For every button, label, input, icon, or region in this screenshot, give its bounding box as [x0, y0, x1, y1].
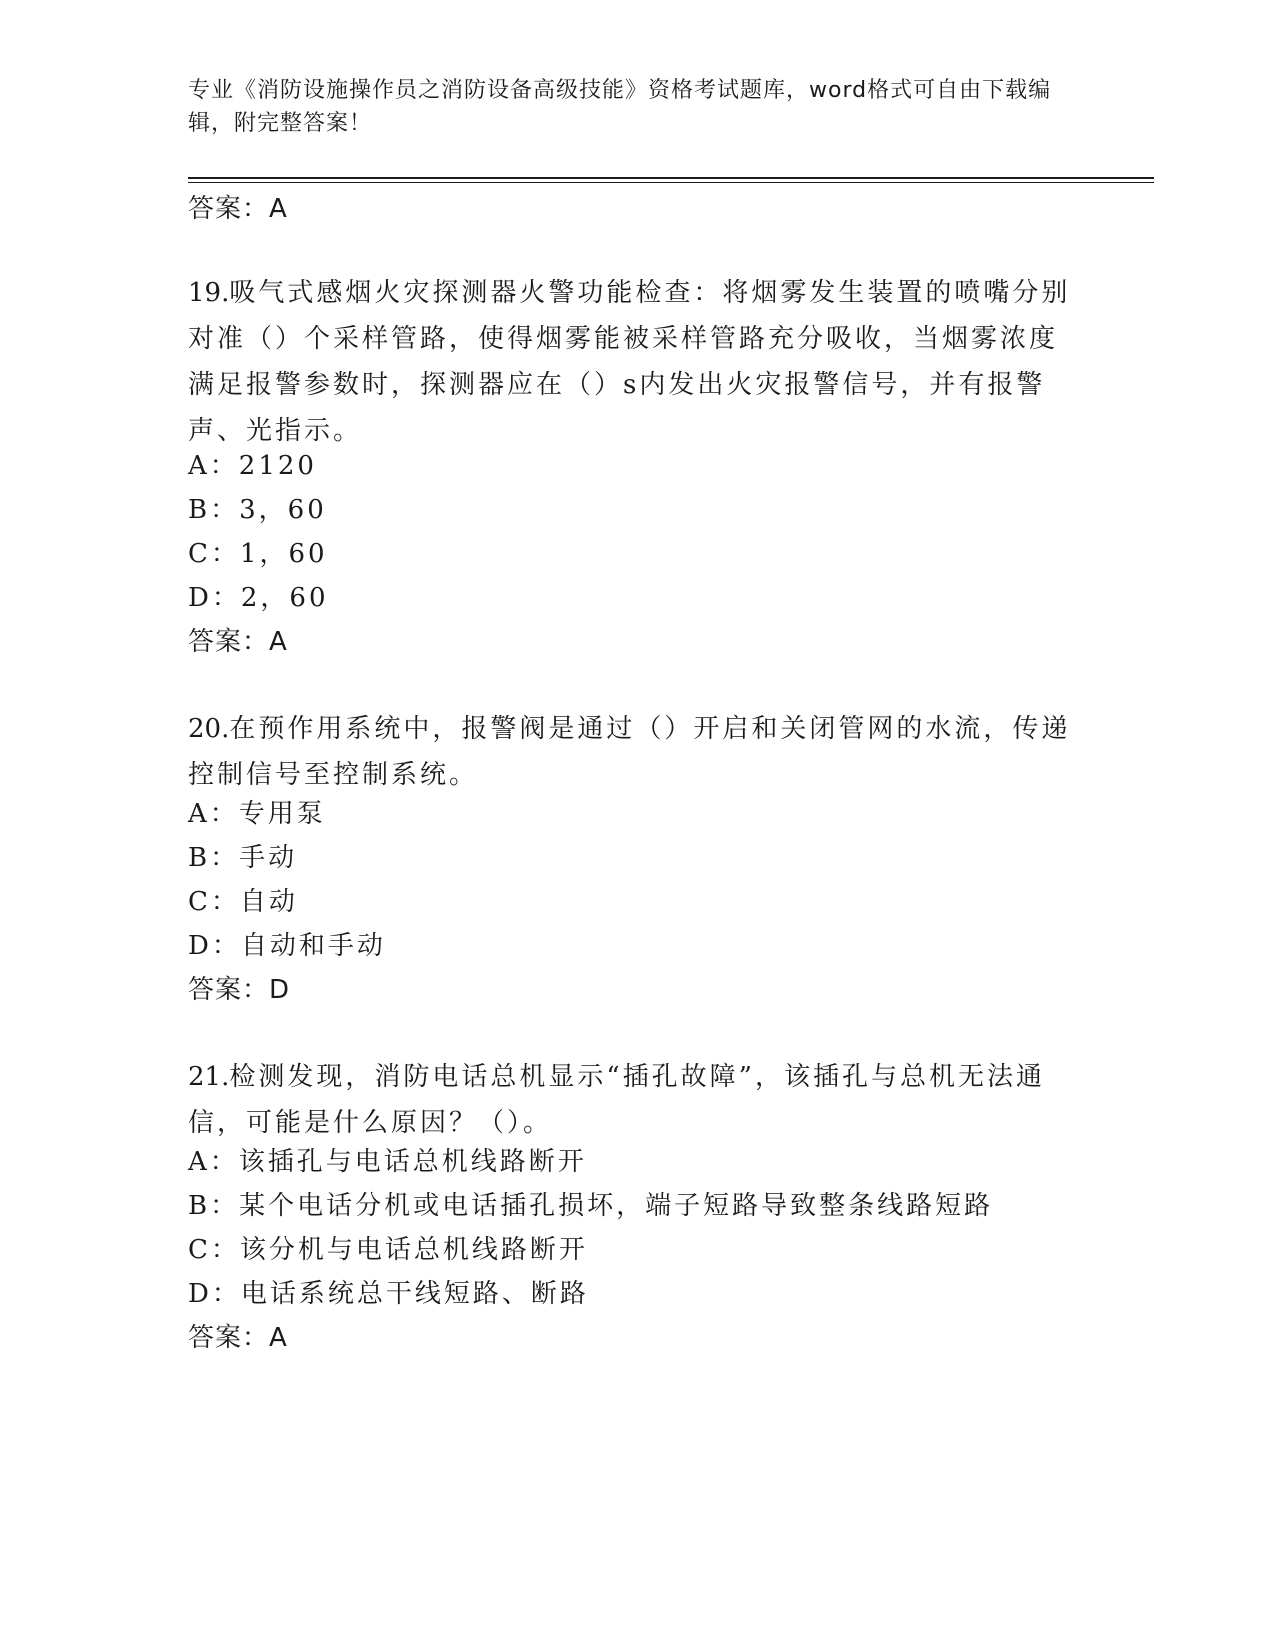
option-text: 某个电话分机或电话插孔损坏，端子短路导致整条线路短路	[239, 1191, 994, 1221]
question-number: 19.	[188, 278, 230, 308]
option-b	[188, 841, 297, 875]
header-divider	[188, 177, 1154, 179]
option-b	[188, 493, 327, 527]
answer-line	[188, 625, 288, 659]
option-key: D：	[188, 583, 241, 613]
answer-value: A	[269, 1323, 288, 1353]
option-text: 1，60	[239, 539, 328, 569]
answer-line	[188, 192, 288, 226]
question-text: 检测发现，消防电话总机显示“插孔故障”，该插孔与总机无法通信，可能是什么原因？（）。	[188, 1062, 1045, 1138]
question-number: 21.	[188, 1062, 230, 1092]
answer-value: A	[269, 627, 288, 657]
document-header: 专业《消防设施操作员之消防设备高级技能》资格考试题库，word格式可自由下载编辑，附完整答案！	[188, 78, 1052, 136]
option-text: 手动	[239, 843, 298, 873]
option-text: 自动和手动	[240, 931, 386, 961]
option-key: C：	[188, 539, 240, 569]
option-d	[188, 929, 386, 963]
question-text: 在预作用系统中，报警阀是通过（）开启和关闭管网的水流，传递控制信号至控制系统。	[188, 714, 1071, 790]
option-text: 自动	[239, 887, 298, 917]
option-key: B：	[188, 843, 240, 873]
answer-label: 答案：	[188, 627, 270, 657]
option-text: 3，60	[239, 495, 327, 525]
option-d	[188, 1277, 589, 1311]
option-c	[188, 1233, 588, 1267]
question-19	[188, 270, 1083, 454]
option-key: D：	[188, 1279, 241, 1309]
option-text: 专用泵	[238, 799, 326, 829]
option-a	[188, 1145, 587, 1179]
question-number: 20.	[188, 714, 230, 744]
option-key: A：	[188, 451, 239, 481]
question-21	[188, 1054, 1083, 1146]
option-key: D：	[188, 931, 241, 961]
option-c	[188, 537, 328, 571]
option-text: 电话系统总干线短路、断路	[240, 1279, 589, 1309]
question-20	[188, 706, 1083, 798]
option-text: 该插孔与电话总机线路断开	[238, 1147, 587, 1177]
option-text: 该分机与电话总机线路断开	[239, 1235, 588, 1265]
option-key: B：	[188, 1191, 240, 1221]
option-key: B：	[188, 495, 240, 525]
answer-line	[188, 1321, 288, 1355]
answer-label: 答案：	[188, 194, 270, 224]
option-text: 2，60	[240, 583, 329, 613]
option-b	[188, 1189, 993, 1223]
option-d	[188, 581, 329, 615]
option-c	[188, 885, 298, 919]
answer-value: A	[269, 194, 288, 224]
header-divider-thin	[188, 182, 1154, 183]
answer-label: 答案：	[188, 1323, 270, 1353]
option-text: 2120	[238, 451, 317, 481]
option-key: A：	[188, 799, 239, 829]
answer-line	[188, 973, 290, 1007]
option-a	[188, 797, 326, 831]
option-key: A：	[188, 1147, 239, 1177]
option-a	[188, 449, 317, 483]
option-key: C：	[188, 1235, 240, 1265]
answer-label: 答案：	[188, 975, 270, 1005]
option-key: C：	[188, 887, 240, 917]
answer-value: D	[269, 975, 291, 1005]
question-text: 吸气式感烟火灾探测器火警功能检查：将烟雾发生装置的喷嘴分别对准（）个采样管路，使得烟雾能被采样管路充分吸收，当烟雾浓度满足报警参数时，探测器应在（）s内发出火灾报警信号，并有报警声、光指示。	[188, 278, 1071, 446]
